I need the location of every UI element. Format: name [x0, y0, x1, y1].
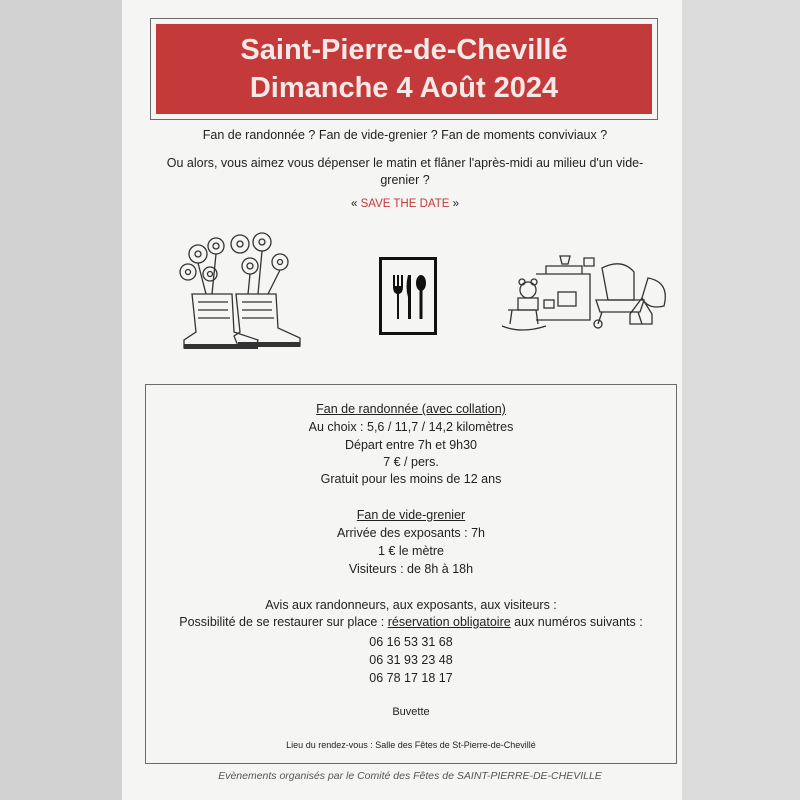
save-the-date — [140, 198, 670, 210]
footer-town: SAINT-PIERRE-DE-CHEVILLE — [456, 770, 602, 782]
phone-number: 06 16 53 31 68 — [369, 635, 453, 649]
vide-grenier-arrival: Arrivée des exposants : 7h — [337, 526, 485, 540]
intro-line-2a: Ou alors, vous aimez vous dépenser le matin et flâner l'après-midi au milieu d'un vide- — [166, 156, 644, 170]
phone-number: 06 31 93 23 48 — [369, 653, 453, 667]
save-close-quote: » — [449, 198, 459, 210]
buvette: Buvette — [392, 706, 430, 718]
rando-choice: Au choix : 5,6 / 11,7 / 14,2 kilomètres — [308, 420, 514, 434]
footer-organizer — [140, 770, 680, 782]
cutlery-icon — [379, 257, 437, 340]
vide-grenier-heading: Fan de vide-grenier — [356, 508, 466, 522]
vide-grenier-price: 1 € le mètre — [377, 544, 444, 558]
venue: Lieu du rendez-vous : Salle des Fêtes de St-Pierre-de-Chevillé — [286, 740, 536, 750]
hiking-boots-flowers-icon — [176, 232, 306, 361]
rando-departure: Départ entre 7h et 9h30 — [344, 438, 478, 452]
phone-number: 06 78 17 18 17 — [369, 671, 453, 685]
save-the-date-text: SAVE THE DATE — [360, 198, 450, 210]
notice-line — [145, 615, 677, 629]
title-banner — [156, 24, 652, 114]
rando-heading: Fan de randonnée (avec collation) — [316, 402, 506, 416]
notice-line-start: Possibilité de se restaurer sur place : — [179, 615, 388, 629]
save-open-quote: « — [350, 198, 361, 210]
vide-grenier-visitors: Visiteurs : de 8h à 18h — [348, 562, 474, 576]
notice-heading: Avis aux randonneurs, aux exposants, aux visiteurs : — [265, 598, 557, 612]
rando-free: Gratuit pour les moins de 12 ans — [320, 472, 502, 486]
rando-price: 7 € / pers. — [383, 455, 439, 469]
notice-line-end: aux numéros suivants : — [510, 615, 643, 629]
right-background — [682, 0, 800, 800]
left-background — [0, 0, 122, 800]
flea-market-items-icon — [498, 252, 670, 341]
title-date: Dimanche 4 Août 2024 — [249, 72, 559, 104]
intro-line-1: Fan de randonnée ? Fan de vide-grenier ? Fan de moments conviviaux ? — [202, 128, 608, 142]
intro-line-2b: grenier ? — [380, 173, 430, 187]
notice-reservation: réservation obligatoire — [387, 615, 511, 629]
title-town: Saint-Pierre-de-Chevillé — [240, 34, 568, 66]
footer-text: Evènements organisés par le Comité des Fêtes de — [218, 770, 457, 782]
